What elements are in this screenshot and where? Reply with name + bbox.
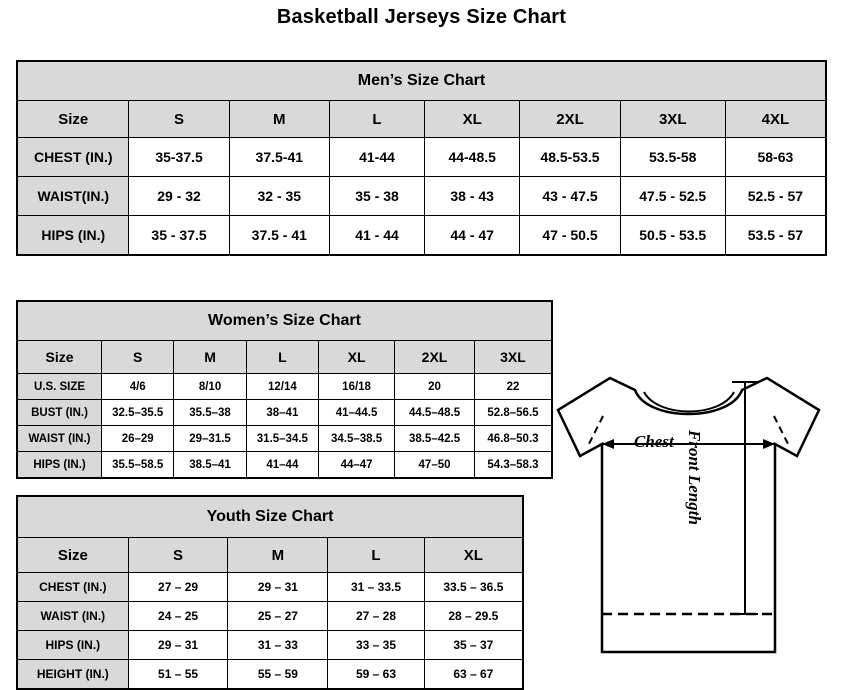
table-cell: 28 – 29.5: [424, 602, 523, 631]
table-cell: 34.5–38.5: [319, 426, 395, 452]
table-cell: 16/18: [319, 374, 395, 400]
column-header: 3XL: [474, 341, 552, 374]
table-row: [17, 452, 552, 479]
table-cell: 37.5-41: [229, 138, 329, 177]
table-cell: 44–47: [319, 452, 395, 479]
table-cell: 35-37.5: [129, 138, 229, 177]
column-header: M: [228, 538, 328, 573]
row-header: WAIST(IN.): [17, 177, 129, 216]
table-cell: 53.5-58: [620, 138, 725, 177]
mens-chart-title: Men’s Size Chart: [17, 61, 826, 101]
table-cell: 12/14: [246, 374, 318, 400]
table-cell: 47–50: [395, 452, 475, 479]
column-header: 2XL: [395, 341, 475, 374]
row-header: WAIST (IN.): [17, 426, 102, 452]
table-cell: 50.5 - 53.5: [620, 216, 725, 256]
row-header: CHEST (IN.): [17, 573, 128, 602]
womens-size-chart: [16, 300, 553, 479]
column-header: M: [229, 101, 329, 138]
column-header: Size: [17, 538, 128, 573]
table-cell: 38–41: [246, 400, 318, 426]
table-cell: 33 – 35: [328, 631, 424, 660]
column-header: XL: [424, 538, 523, 573]
column-header: S: [129, 101, 229, 138]
table-cell: 46.8–50.3: [474, 426, 552, 452]
column-header: M: [174, 341, 246, 374]
table-cell: 35.5–58.5: [102, 452, 174, 479]
table-row: [17, 216, 826, 256]
table-cell: 35.5–38: [174, 400, 246, 426]
youth-chart-title: Youth Size Chart: [17, 496, 523, 538]
table-cell: 35 – 37: [424, 631, 523, 660]
table-cell: 35 - 38: [329, 177, 424, 216]
table-cell: 44.5–48.5: [395, 400, 475, 426]
table-cell: 27 – 28: [328, 602, 424, 631]
row-header: HIPS (IN.): [17, 452, 102, 479]
table-cell: 59 – 63: [328, 660, 424, 690]
row-header: HIPS (IN.): [17, 631, 128, 660]
table-cell: 51 – 55: [128, 660, 228, 690]
table-cell: 41 - 44: [329, 216, 424, 256]
row-header: BUST (IN.): [17, 400, 102, 426]
front-length-label: Front Length: [685, 430, 704, 525]
row-header: HIPS (IN.): [17, 216, 129, 256]
table-cell: 38 - 43: [425, 177, 520, 216]
row-header: CHEST (IN.): [17, 138, 129, 177]
table-cell: 54.3–58.3: [474, 452, 552, 479]
table-cell: 38.5–42.5: [395, 426, 475, 452]
column-header: S: [102, 341, 174, 374]
column-header: XL: [319, 341, 395, 374]
table-row: [17, 660, 523, 690]
table-cell: 58-63: [725, 138, 826, 177]
table-cell: 41-44: [329, 138, 424, 177]
shirt-measurement-diagram: [540, 352, 840, 677]
column-header: L: [246, 341, 318, 374]
youth-size-chart: [16, 495, 524, 690]
table-cell: 52.8–56.5: [474, 400, 552, 426]
column-header: 2XL: [520, 101, 620, 138]
table-cell: 37.5 - 41: [229, 216, 329, 256]
table-row: [17, 341, 552, 374]
column-header: Size: [17, 101, 129, 138]
table-row: [17, 301, 552, 341]
table-cell: 22: [474, 374, 552, 400]
column-header: Size: [17, 341, 102, 374]
table-cell: 8/10: [174, 374, 246, 400]
table-cell: 25 – 27: [228, 602, 328, 631]
table-cell: 41–44: [246, 452, 318, 479]
table-cell: 47 - 50.5: [520, 216, 620, 256]
table-cell: 52.5 - 57: [725, 177, 826, 216]
row-header: WAIST (IN.): [17, 602, 128, 631]
table-cell: 29 – 31: [128, 631, 228, 660]
table-row: [17, 101, 826, 138]
table-row: [17, 573, 523, 602]
table-cell: 29 – 31: [228, 573, 328, 602]
table-cell: 47.5 - 52.5: [620, 177, 725, 216]
table-cell: 32.5–35.5: [102, 400, 174, 426]
column-header: XL: [425, 101, 520, 138]
table-row: [17, 374, 552, 400]
table-row: [17, 426, 552, 452]
table-cell: 27 – 29: [128, 573, 228, 602]
table-cell: 43 - 47.5: [520, 177, 620, 216]
table-cell: 29 - 32: [129, 177, 229, 216]
mens-size-chart: [16, 60, 827, 256]
column-header: L: [328, 538, 424, 573]
table-row: [17, 602, 523, 631]
table-row: [17, 400, 552, 426]
chest-label: Chest: [634, 432, 674, 451]
table-cell: 29–31.5: [174, 426, 246, 452]
table-cell: 32 - 35: [229, 177, 329, 216]
table-cell: 44-48.5: [425, 138, 520, 177]
table-row: [17, 496, 523, 538]
table-cell: 31.5–34.5: [246, 426, 318, 452]
table-cell: 4/6: [102, 374, 174, 400]
table-cell: 20: [395, 374, 475, 400]
column-header: S: [128, 538, 228, 573]
table-cell: 63 – 67: [424, 660, 523, 690]
page-title: Basketball Jerseys Size Chart: [276, 6, 567, 28]
table-row: [17, 138, 826, 177]
table-cell: 24 – 25: [128, 602, 228, 631]
table-row: [17, 61, 826, 101]
table-cell: 41–44.5: [319, 400, 395, 426]
column-header: 4XL: [725, 101, 826, 138]
table-cell: 35 - 37.5: [129, 216, 229, 256]
table-cell: 38.5–41: [174, 452, 246, 479]
table-cell: 44 - 47: [425, 216, 520, 256]
table-cell: 31 – 33: [228, 631, 328, 660]
table-cell: 31 – 33.5: [328, 573, 424, 602]
column-header: L: [329, 101, 424, 138]
table-cell: 33.5 – 36.5: [424, 573, 523, 602]
table-cell: 53.5 - 57: [725, 216, 826, 256]
table-row: [17, 538, 523, 573]
table-cell: 48.5-53.5: [520, 138, 620, 177]
table-cell: 55 – 59: [228, 660, 328, 690]
row-header: HEIGHT (IN.): [17, 660, 128, 690]
table-row: [17, 177, 826, 216]
womens-chart-title: Women’s Size Chart: [17, 301, 552, 341]
table-row: [17, 631, 523, 660]
column-header: 3XL: [620, 101, 725, 138]
row-header: U.S. SIZE: [17, 374, 102, 400]
table-cell: 26–29: [102, 426, 174, 452]
